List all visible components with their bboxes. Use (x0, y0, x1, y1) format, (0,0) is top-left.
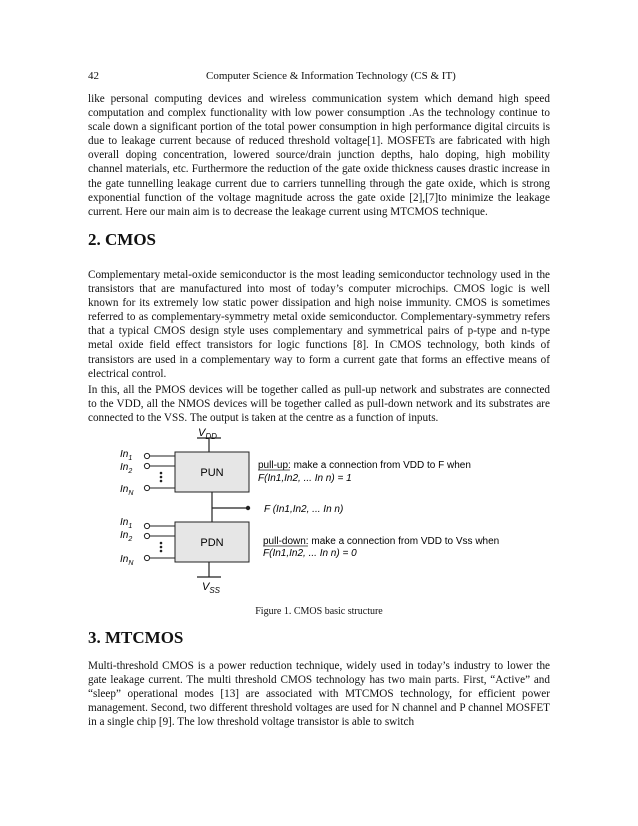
top-input-1-label: $In_1$ (120, 449, 133, 462)
journal-title: Computer Science & Information Technology (CS & IT) (206, 70, 456, 82)
pun-label: PUN (200, 467, 224, 479)
section-2-paragraph-1: Complementary metal-oxide semiconductor is the most leading semiconductor technology used in the transistors that are manufactured into most of today’s computer microchips. CMOS logic is well known for its extremely low static power dissipation and high noise immunity. CMOS is sometimes referred to as complementary-symmetry metal oxide semiconductor. Complementary-symmetry refers that a typical CMOS design style uses complementary and symmetrical pairs of p-type and n-type metal oxide field effect transistors for logic functions [8]. In CMOS technology, both kinds of transistors are used in a complementary way to form a current gate that forms an effective means of electrical control. (88, 269, 550, 380)
pullup-function: F(In1,In2, ... In n) = 1 (258, 473, 352, 484)
top-input-n-label: $In_N$ (120, 484, 134, 497)
output-label: F (In1,In2, ... In n) (264, 504, 344, 515)
top-ellipsis-dot (160, 476, 163, 479)
section-2-heading: 2. CMOS (88, 230, 156, 249)
section-3-paragraph-1: Multi-threshold CMOS is a power reduction technique, widely used in today’s industry to lower the gate leakage current. The multi threshold CMOS technology has two main parts. First, “Active” and “sleep” operational modes [13] are associated with MTCMOS technology, for efficient power management. Second, two different threshold voltages are used for N channel and P channel MOSFET in a single chip [9]. The low threshold voltage transistor is able to switch (88, 660, 550, 729)
section-3-heading: 3. MTCMOS (88, 628, 184, 647)
bottom-ellipsis-dot (160, 542, 163, 545)
top-input-n-terminal (144, 485, 149, 490)
top-ellipsis-dot (160, 480, 163, 483)
bottom-input-2-terminal (144, 533, 149, 538)
section-2-paragraph-2: In this, all the PMOS devices will be together called as pull-up network and substrates are connected to the VDD, all the NMOS devices will be together called as pull-down network and its substrates are connected to the VSS. The output is taken at the centre as a function of inputs. (88, 384, 550, 425)
pullup-description: pull-up: make a connection from VDD to F when (258, 460, 471, 471)
bottom-input-n-label: $In_N$ (120, 554, 134, 567)
bottom-ellipsis-dot (160, 546, 163, 549)
top-input-2-label: $In_2$ (120, 462, 133, 475)
figure-caption: Figure 1. CMOS basic structure (255, 606, 383, 617)
pdn-label: PDN (200, 537, 224, 549)
vss-label: $V_{SS}$ (202, 581, 221, 595)
output-node (246, 506, 250, 510)
intro-paragraph: like personal computing devices and wireless communication system which demand high speed computation and complex functionality with low power consumption .As the technology continue to scale down a significant portion of the total power consumption in high performance digital circuits is due to leakage current because of reduced threshold voltage[1]. MOSFETs are fabricated with high overall doping concentration, lowered source/drain junction depths, halo doping, high mobility channel materials, etc. Furthermore the reduction of the gate oxide thickness causes drastic increase in the gate tunnelling leakage current due to carriers tunnelling through the gate oxide, which is strong exponential function of the voltage magnitude across the gate oxide [2],[7]to minimize the leakage current. Here our main aim is to decrease the leakage current using MTCMOS technique. (88, 93, 550, 218)
cmos-diagram (100, 424, 530, 600)
top-ellipsis-dot (160, 472, 163, 475)
bottom-input-1-label: $In_1$ (120, 517, 133, 530)
top-input-2-terminal (144, 463, 149, 468)
top-input-1-terminal (144, 453, 149, 458)
bottom-ellipsis-dot (160, 550, 163, 553)
pulldown-function: F(In1,In2, ... In n) = 0 (263, 548, 357, 559)
bottom-input-2-label: $In_2$ (120, 530, 133, 543)
bottom-input-1-terminal (144, 523, 149, 528)
page-number: 42 (88, 70, 99, 82)
vdd-label: $V_{DD}$ (198, 427, 217, 441)
pulldown-description: pull-down: make a connection from VDD to Vss when (263, 536, 500, 547)
bottom-input-n-terminal (144, 555, 149, 560)
